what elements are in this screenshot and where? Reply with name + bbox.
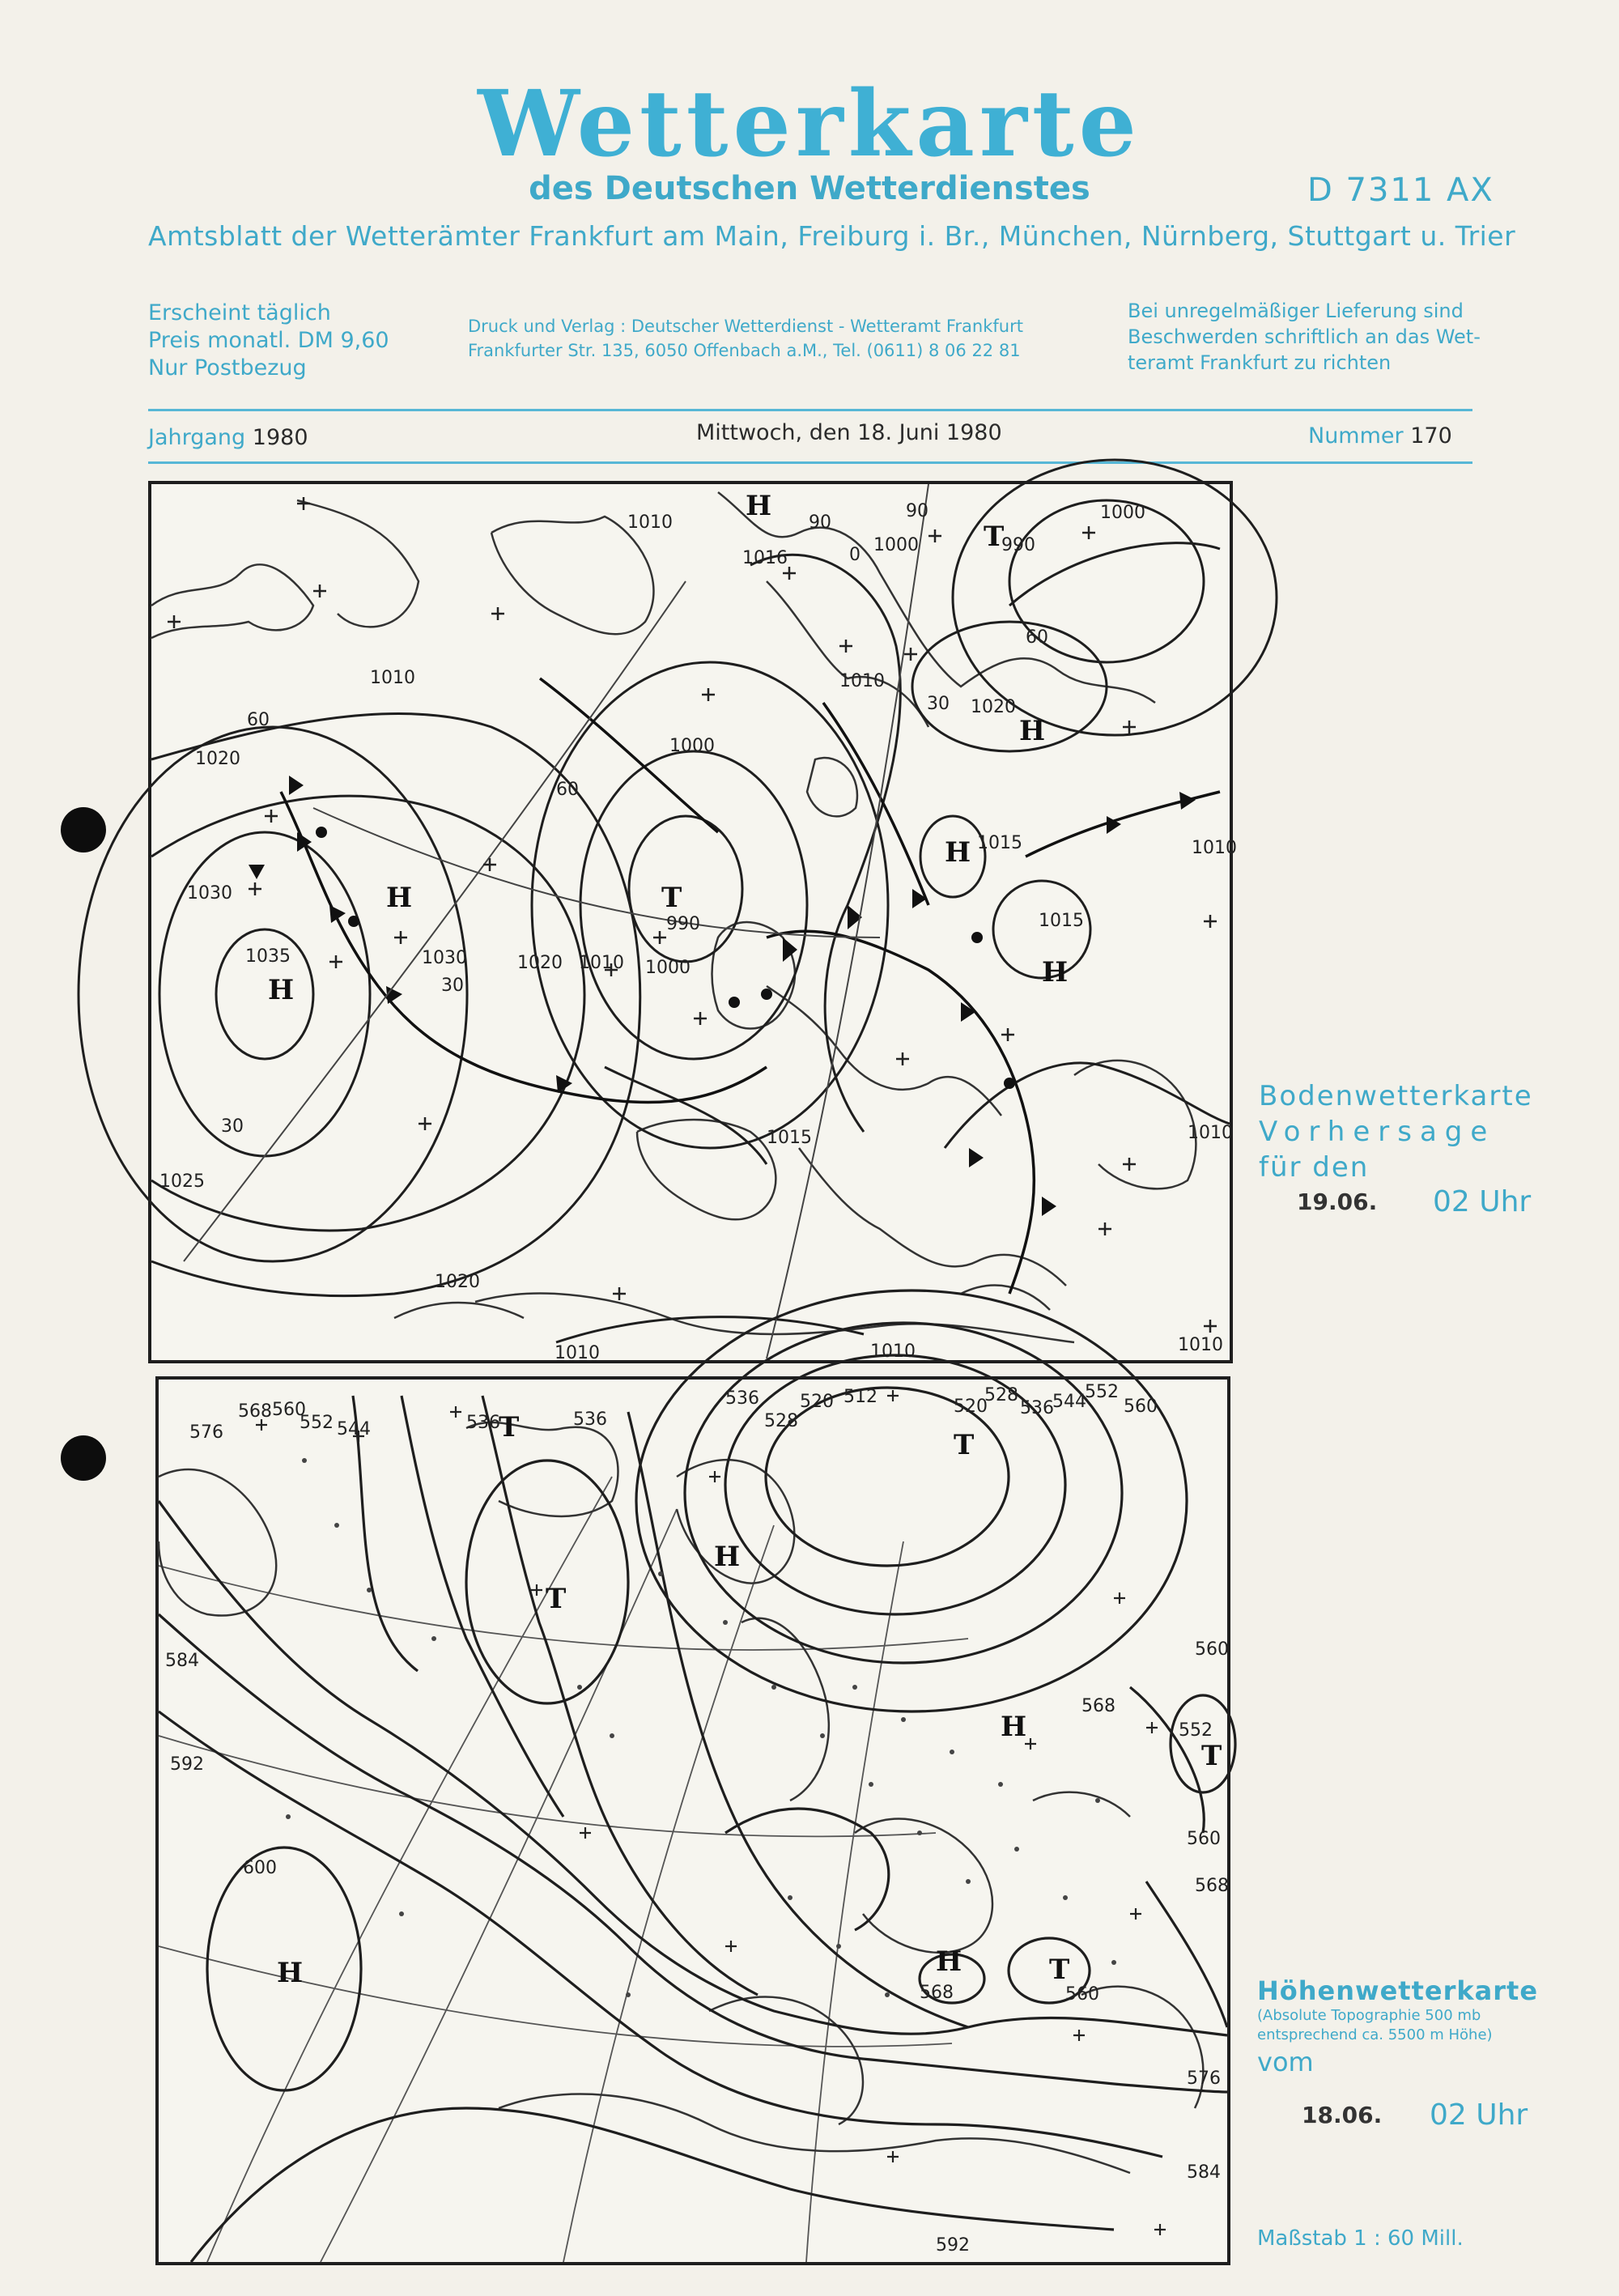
isobar-label: 1010 [870, 1341, 916, 1362]
isobar-label: 1000 [873, 535, 919, 555]
isobar-label: 1010 [1188, 1123, 1233, 1143]
contour-label: 520 [800, 1392, 834, 1412]
low-pressure-symbol: T [499, 1411, 520, 1444]
contour-label: 560 [1187, 1829, 1221, 1849]
isobar-label: 60 [556, 780, 579, 800]
contour-label: 528 [764, 1411, 798, 1431]
upper-date: 18.06. [1302, 2102, 1383, 2128]
high-pressure-symbol: H [714, 1541, 741, 1573]
contour-label: 560 [1065, 1984, 1099, 2005]
punch-hole-bottom [61, 1435, 106, 1481]
isobar-label: 90 [906, 501, 928, 521]
isobar-label: 1010 [627, 512, 673, 533]
contour-label: 560 [1124, 1397, 1158, 1417]
info-center-line: Druck und Verlag : Deutscher Wetterdienst - Wetteramt Frankfurt [468, 317, 1023, 336]
low-pressure-symbol: T [984, 521, 1005, 553]
upper-caption-vom: vom [1257, 2047, 1314, 2077]
upper-coastlines [159, 1422, 1203, 2173]
masthead-subtitle: des Deutschen Wetterdienstes [529, 170, 1090, 207]
surface-caption-forecast: Vorhersage [1259, 1116, 1496, 1148]
publication-code: D 7311 AX [1307, 172, 1494, 209]
amtsblatt-line: Amtsblatt der Wetterämter Frankfurt am Main, Freiburg i. Br., München, Nürnberg, Stuttgart u. Trier [148, 220, 1516, 252]
low-pressure-symbol: T [954, 1429, 975, 1461]
punch-hole-top [61, 807, 106, 852]
high-pressure-symbol: H [386, 882, 413, 914]
info-right-line: Beschwerden schriftlich an das Wet- [1128, 325, 1481, 348]
isobar-label: 1010 [579, 953, 624, 973]
contour-label: 576 [1187, 2069, 1221, 2089]
info-left-line: Preis monatl. DM 9,60 [148, 328, 389, 353]
upper-caption-title: Höhenwetterkarte [1257, 1975, 1539, 2006]
contour-label: 544 [337, 1419, 371, 1439]
contour-label: 520 [954, 1397, 988, 1417]
header-rule-top [148, 409, 1472, 411]
isobar-label: 0 [849, 545, 860, 565]
isobar-label: 30 [441, 976, 464, 996]
nummer-value: 170 [1410, 423, 1452, 449]
isobar-label: 30 [221, 1116, 244, 1137]
nummer [1308, 423, 1452, 450]
isobar-label: 1010 [1192, 838, 1237, 858]
contour-label: 568 [1195, 1876, 1229, 1896]
info-right-line: Bei unregelmäßiger Lieferung sind [1128, 300, 1464, 322]
upper-time: 02 Uhr [1430, 2098, 1528, 2132]
upper-caption-note: (Absolute Topographie 500 mb [1257, 2007, 1481, 2024]
isobar-label: 1025 [159, 1171, 205, 1192]
high-pressure-symbol: H [936, 1945, 962, 1978]
isobar-label: 1000 [1100, 503, 1145, 523]
upper-air-map [155, 1376, 1230, 2265]
high-pressure-symbol: H [1001, 1711, 1027, 1743]
isobar-label: 1035 [245, 946, 291, 967]
contour-label: 528 [984, 1385, 1018, 1405]
isobar-label: 1015 [977, 833, 1022, 853]
isobar-label: 60 [1026, 627, 1048, 648]
contour-label: 536 [573, 1409, 607, 1430]
isobar-label: 1030 [422, 948, 467, 968]
info-center-line: Frankfurter Str. 135, 6050 Offenbach a.M., Tel. (0611) 8 06 22 81 [468, 341, 1021, 360]
contour-label: 552 [1179, 1720, 1213, 1741]
info-center [468, 314, 1023, 363]
contour-label: 568 [1081, 1696, 1115, 1716]
isobar-label: 1000 [669, 736, 715, 756]
info-right-line: teramt Frankfurt zu richten [1128, 351, 1392, 374]
contour-label: 560 [272, 1400, 306, 1420]
contour-label: 576 [189, 1422, 223, 1443]
upper-contours [159, 1290, 1235, 2262]
upper-pressure-centres [277, 1411, 1222, 1989]
issue-date: Mittwoch, den 18. Juni 1980 [696, 420, 1002, 445]
isobar-label: 1020 [971, 697, 1016, 717]
contour-label: 584 [165, 1651, 199, 1671]
isobar-label: 1010 [1178, 1335, 1223, 1355]
isobar-label: 30 [927, 694, 950, 714]
surface-time: 02 Uhr [1433, 1185, 1532, 1218]
surface-isobar-labels [159, 501, 1237, 1363]
info-left [148, 300, 389, 382]
surface-weather-map [148, 481, 1237, 1363]
contour-label: 592 [170, 1754, 204, 1775]
high-pressure-symbol: H [945, 836, 971, 869]
contour-label: 600 [243, 1858, 277, 1878]
upper-caption [1257, 1975, 1538, 2079]
isobar-label: 1030 [187, 883, 232, 904]
jahrgang [148, 424, 308, 452]
high-pressure-symbol: H [277, 1957, 304, 1989]
contour-label: 536 [725, 1388, 759, 1409]
isobar-label: 1015 [767, 1128, 812, 1148]
surface-caption-for: für den [1259, 1151, 1370, 1184]
surface-graticule [184, 484, 928, 1358]
info-left-line: Erscheint täglich [148, 300, 331, 325]
contour-label: 560 [1195, 1639, 1229, 1660]
low-pressure-symbol: T [1049, 1954, 1070, 1986]
contour-label: 536 [1020, 1398, 1054, 1418]
map-scale: Maßstab 1 : 60 Mill. [1257, 2226, 1464, 2251]
contour-label: 512 [843, 1387, 877, 1407]
isobar-label: 990 [1001, 535, 1035, 555]
contour-label: 536 [466, 1413, 500, 1433]
info-left-line: Nur Postbezug [148, 355, 307, 381]
contour-label: 568 [238, 1401, 272, 1422]
jahrgang-value: 1980 [252, 425, 308, 450]
isobar-label: 1016 [742, 548, 788, 568]
isobar-label: 1010 [839, 671, 885, 691]
contour-label: 568 [920, 1983, 954, 2003]
upper-cross-markers [256, 1390, 1166, 2235]
surface-caption [1259, 1078, 1533, 1185]
high-pressure-symbol: H [268, 974, 295, 1006]
high-pressure-symbol: H [746, 490, 772, 522]
contour-label: 592 [936, 2235, 970, 2256]
isobar-label: 1020 [517, 953, 563, 973]
contour-label: 552 [1085, 1382, 1119, 1402]
isobar-label: 60 [247, 710, 270, 730]
info-right [1128, 298, 1481, 376]
high-pressure-symbol: H [1042, 956, 1069, 989]
isobar-label: 1000 [645, 958, 691, 978]
high-pressure-symbol: H [1019, 715, 1046, 747]
isobar-label: 1020 [435, 1272, 480, 1292]
isobar-label: 1010 [370, 668, 415, 688]
nummer-label: Nummer [1308, 423, 1404, 449]
low-pressure-symbol: T [546, 1583, 567, 1615]
header-rule-bottom [148, 461, 1472, 464]
masthead-title: Wetterkarte [478, 71, 1141, 177]
contour-label: 544 [1052, 1392, 1086, 1412]
isobar-label: 1010 [555, 1343, 600, 1363]
low-pressure-symbol: T [1201, 1740, 1222, 1772]
low-pressure-symbol: T [661, 882, 682, 914]
surface-date: 19.06. [1297, 1188, 1378, 1215]
isobar-label: 1020 [195, 749, 240, 769]
contour-label: 552 [300, 1413, 334, 1433]
isobar-label: 1015 [1039, 911, 1084, 931]
contour-label: 584 [1187, 2162, 1221, 2183]
jahrgang-label: Jahrgang [148, 425, 246, 450]
isobar-label: 90 [809, 512, 831, 533]
isobar-label: 990 [666, 914, 700, 934]
upper-caption-note: entsprechend ca. 5500 m Höhe) [1257, 2026, 1493, 2043]
surface-caption-title: Bodenwetterkarte [1259, 1080, 1533, 1112]
